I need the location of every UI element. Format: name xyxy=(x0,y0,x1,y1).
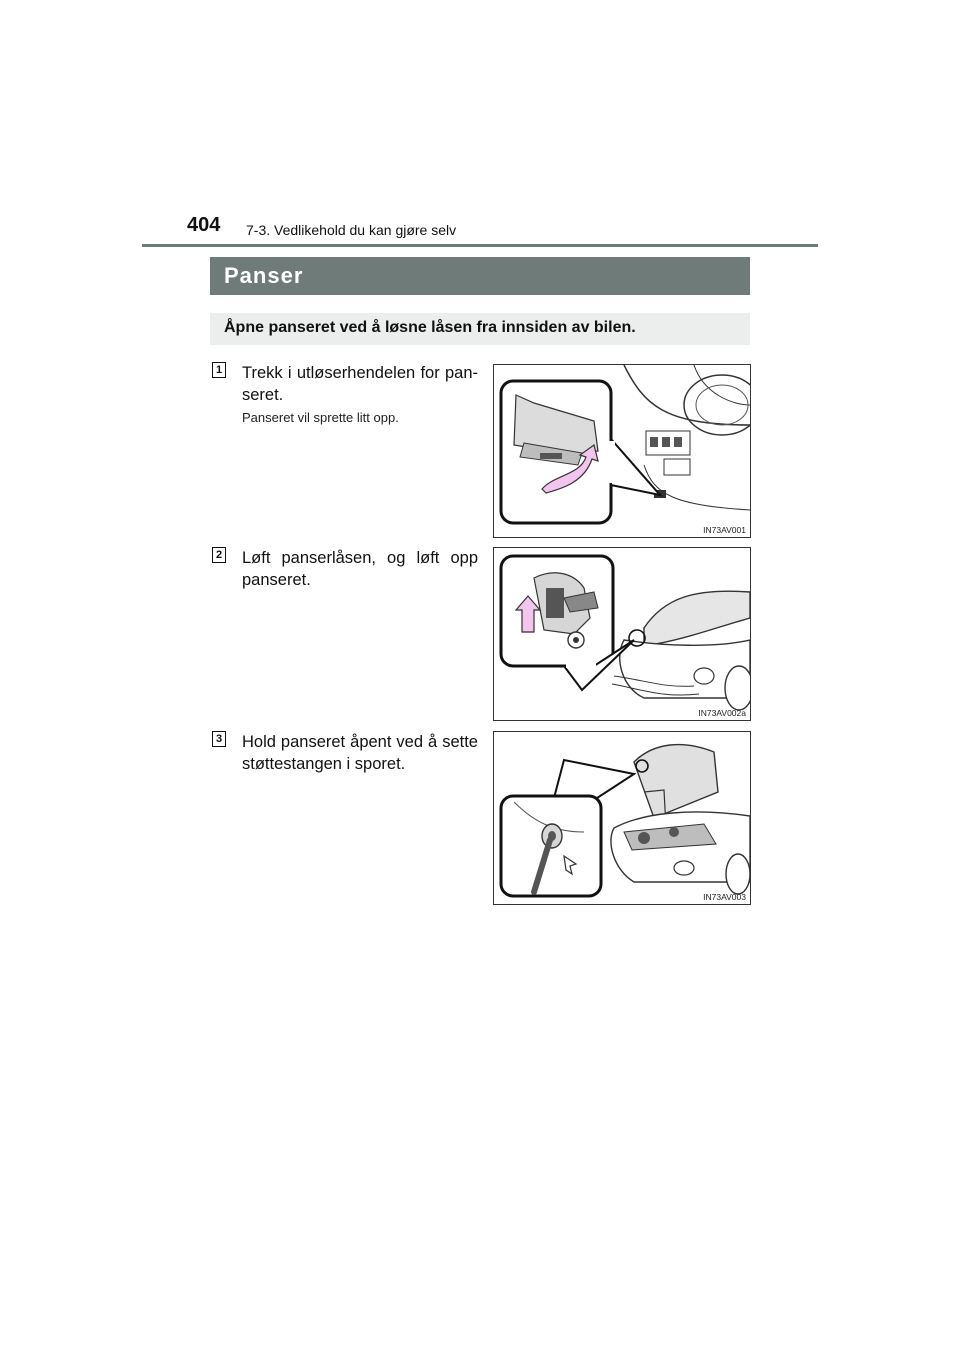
step-1-note: Panseret vil sprette litt opp. xyxy=(242,410,399,425)
figure-support-rod xyxy=(493,731,751,905)
figure-hood-latch xyxy=(493,547,751,721)
figure-3-code: IN73AV003 xyxy=(703,892,746,902)
step-1-badge: 1 xyxy=(212,362,226,378)
section-label: 7-3. Vedlikehold du kan gjøre selv xyxy=(246,222,457,238)
step-2-text: Løft panserlåsen, og løft opp panseret. xyxy=(242,549,478,589)
support-rod-illustration xyxy=(494,732,750,904)
page-number: 404 xyxy=(187,214,221,236)
subtitle-bar xyxy=(210,313,750,345)
page-title: Panser xyxy=(224,263,304,288)
release-lever-illustration xyxy=(494,365,750,537)
step-3-text: Hold panseret åpent ved å sette støttestangen i sporet. xyxy=(242,733,478,773)
hood-latch-illustration xyxy=(494,548,750,720)
step-3-badge: 3 xyxy=(212,731,226,747)
header-divider xyxy=(142,244,818,247)
page-subtitle: Åpne panseret ved å løsne låsen fra innsiden av bilen. xyxy=(224,319,636,336)
step-1-text: Trekk i utløserhendelen for pan-seret. xyxy=(242,364,478,404)
step-2-badge: 2 xyxy=(212,547,226,563)
figure-1-code: IN73AV001 xyxy=(703,525,746,535)
figure-release-lever xyxy=(493,364,751,538)
title-bar xyxy=(210,257,750,295)
figure-2-code: IN73AV002a xyxy=(698,708,746,718)
